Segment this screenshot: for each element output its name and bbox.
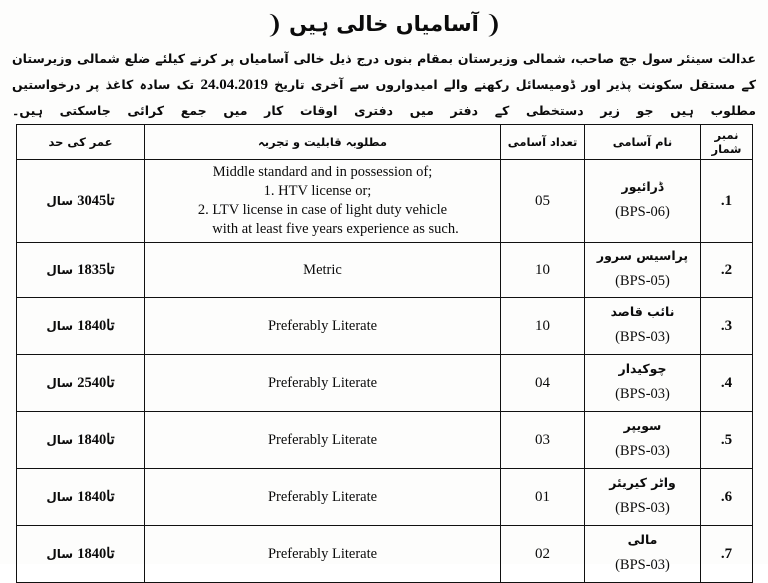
cell-qualification	[145, 160, 501, 243]
cell-post-count: 02	[501, 526, 585, 583]
table-row	[17, 412, 753, 469]
column-header-qualification: مطلوبہ قابلیت و تجربہ	[145, 125, 501, 160]
post-name-urdu: چوکیدار	[618, 361, 667, 377]
cell-qualification	[145, 412, 501, 469]
cell-age-limit	[17, 412, 145, 469]
age-unit: سال	[46, 193, 74, 208]
qualification-line: Preferably Literate	[267, 374, 378, 391]
table-row	[17, 526, 753, 583]
qualification-line: Preferably Literate	[267, 317, 378, 334]
post-bps-grade: (BPS-03)	[615, 442, 670, 459]
cell-qualification	[145, 469, 501, 526]
column-header-post-count: تعداد آسامی	[501, 125, 585, 160]
age-unit: سال	[46, 489, 74, 504]
cell-qualification	[145, 298, 501, 355]
age-unit: سال	[46, 262, 74, 277]
age-range: 25 تا40	[77, 374, 115, 391]
intro-line-2: تک سادہ کاغذ پر درخواستیں مطلوب ہیں جو زیر دستخطی کے دفتر میں دفتری اوقات کار میں جمع کرائی جاسکتی ہیں۔	[12, 77, 756, 118]
cell-serial: .3	[701, 298, 753, 355]
age-range: 18 تا35	[77, 261, 115, 278]
table-row	[17, 298, 753, 355]
age-range: 18 تا40	[77, 431, 115, 448]
qualification-line: Metric	[303, 261, 342, 278]
cell-age-limit	[17, 526, 145, 583]
age-unit: سال	[46, 546, 74, 561]
application-deadline-date: 24.04.2019	[200, 77, 268, 93]
qualification-line: with at least five years experience as such.	[212, 220, 459, 237]
post-bps-grade: (BPS-03)	[615, 499, 670, 516]
page-title	[0, 0, 768, 40]
table-row	[17, 469, 753, 526]
intro-line-1: عدالت سینئر سول جج صاحب، شمالی وزیرستان بمقام بنوں درج ذیل خالی آسامیاں پر کرنے کیلئے ضلع شمالی وزیرستان کے مستقل سکونت پذیر اور ڈومیسائل رکھنے والے امیدواروں سے آخری تاریخ	[12, 51, 756, 92]
qualification-line: Preferably Literate	[267, 431, 378, 448]
qualification-line: 1. HTV license or;	[263, 183, 372, 200]
age-range: 30 تا45	[77, 192, 115, 209]
table-body	[17, 160, 753, 583]
post-bps-grade: (BPS-06)	[615, 203, 670, 220]
qualification-line: Middle standard and in possession of;	[212, 164, 433, 181]
post-name-urdu: واٹر کیریئر	[609, 475, 676, 491]
cell-post-count: 03	[501, 412, 585, 469]
column-header-post-name: نام آسامی	[585, 125, 701, 160]
page-title-text: آسامیاں خالی ہیں	[289, 11, 479, 36]
cell-serial: .4	[701, 355, 753, 412]
age-unit: سال	[46, 432, 74, 447]
cell-age-limit	[17, 355, 145, 412]
table-header-row	[17, 125, 753, 160]
cell-post-name	[585, 160, 701, 243]
cell-post-name	[585, 298, 701, 355]
post-name-urdu: سویپر	[623, 418, 662, 434]
post-name-urdu: ڈرائیور	[621, 179, 664, 195]
vacancies-table	[16, 124, 753, 583]
cell-serial: .7	[701, 526, 753, 583]
age-range: 18 تا40	[77, 317, 115, 334]
post-bps-grade: (BPS-03)	[615, 556, 670, 573]
cell-serial: .1	[701, 160, 753, 243]
cell-post-name	[585, 243, 701, 298]
age-range: 18 تا40	[77, 545, 115, 562]
cell-post-count: 10	[501, 298, 585, 355]
cell-post-name	[585, 355, 701, 412]
cell-serial: .2	[701, 243, 753, 298]
qualification-line: 2. LTV license in case of light duty vehicle	[197, 202, 448, 218]
cell-age-limit	[17, 469, 145, 526]
vacancies-table-container	[16, 124, 752, 583]
cell-post-count: 04	[501, 355, 585, 412]
cell-qualification	[145, 355, 501, 412]
post-name-urdu: مالی	[627, 532, 658, 548]
column-header-serial: نمبر شمار	[701, 125, 753, 160]
cell-age-limit	[17, 160, 145, 243]
cell-qualification	[145, 243, 501, 298]
post-bps-grade: (BPS-05)	[615, 272, 670, 289]
table-row	[17, 160, 753, 243]
ornament-left-icon: ❨	[266, 9, 284, 39]
cell-post-count: 10	[501, 243, 585, 298]
qualification-line: Preferably Literate	[267, 488, 378, 505]
age-unit: سال	[46, 318, 74, 333]
cell-age-limit	[17, 243, 145, 298]
intro-paragraph	[0, 40, 768, 118]
post-name-urdu: پراسیس سرور	[596, 248, 689, 264]
cell-post-name	[585, 412, 701, 469]
table-row	[17, 355, 753, 412]
cell-post-name	[585, 526, 701, 583]
cell-qualification	[145, 526, 501, 583]
post-name-urdu: نائب قاصد	[610, 304, 675, 320]
cell-post-count: 01	[501, 469, 585, 526]
table-header	[17, 125, 753, 160]
cell-serial: .6	[701, 469, 753, 526]
cell-age-limit	[17, 298, 145, 355]
post-bps-grade: (BPS-03)	[615, 328, 670, 345]
age-unit: سال	[46, 375, 74, 390]
qualification-line: Preferably Literate	[267, 545, 378, 562]
cell-serial: .5	[701, 412, 753, 469]
cell-post-count: 05	[501, 160, 585, 243]
table-row	[17, 243, 753, 298]
cell-post-name	[585, 469, 701, 526]
ornament-right-icon: ❩	[484, 9, 502, 39]
post-bps-grade: (BPS-03)	[615, 385, 670, 402]
column-header-age-limit: عمر کی حد	[17, 125, 145, 160]
age-range: 18 تا40	[77, 488, 115, 505]
